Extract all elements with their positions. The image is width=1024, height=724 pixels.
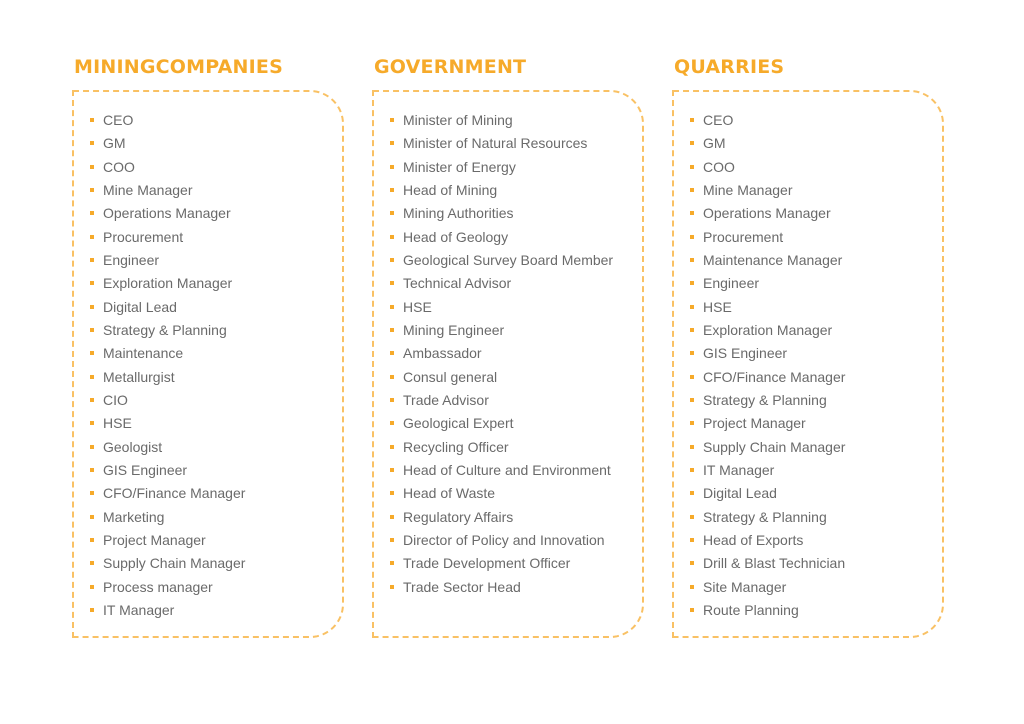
list-item-label: Operations Manager — [103, 205, 231, 222]
list-item — [690, 180, 845, 203]
square-bullet-icon — [690, 141, 694, 145]
list-item — [90, 110, 245, 133]
list-item — [690, 250, 845, 273]
square-bullet-icon — [390, 421, 394, 425]
list-item-label: Geological Survey Board Member — [403, 251, 614, 268]
square-bullet-icon — [690, 305, 694, 309]
list-item — [390, 297, 613, 320]
list-item-label: Exploration Manager — [103, 275, 233, 292]
list-item — [390, 437, 613, 460]
square-bullet-icon — [90, 211, 94, 215]
list-item — [390, 507, 613, 530]
square-bullet-icon — [690, 491, 694, 495]
list-item-label: Head of Exports — [703, 531, 804, 548]
list-item — [90, 600, 245, 623]
list-item — [690, 530, 845, 553]
list-item-label: Minister of Natural Resources — [403, 135, 588, 152]
square-bullet-icon — [90, 188, 94, 192]
square-bullet-icon — [390, 491, 394, 495]
list-item-label: Engineer — [703, 275, 760, 292]
column-title: GOVERNMENT — [374, 56, 527, 78]
square-bullet-icon — [90, 351, 94, 355]
square-bullet-icon — [390, 398, 394, 402]
square-bullet-icon — [690, 375, 694, 379]
list-item — [390, 530, 613, 553]
square-bullet-icon — [90, 585, 94, 589]
list-item-label: Head of Mining — [403, 181, 498, 198]
list-item-label: Minister of Mining — [403, 112, 513, 128]
list-item — [390, 413, 613, 436]
list-item-label: Minister of Energy — [403, 158, 516, 175]
square-bullet-icon — [90, 491, 94, 495]
square-bullet-icon — [390, 445, 394, 449]
list-item — [90, 367, 245, 390]
square-bullet-icon — [390, 141, 394, 145]
list-item — [90, 553, 245, 576]
list-item — [690, 133, 845, 156]
list-item — [390, 390, 613, 413]
list-item-label: Procurement — [703, 228, 784, 245]
list-item — [90, 157, 245, 180]
list-item-label: Site Manager — [703, 578, 787, 595]
square-bullet-icon — [690, 468, 694, 472]
list-item-label: Process manager — [103, 578, 213, 595]
list-item — [90, 250, 245, 273]
list-item — [90, 577, 245, 600]
list-item-label: Mining Engineer — [403, 321, 505, 338]
square-bullet-icon — [690, 538, 694, 542]
square-bullet-icon — [690, 258, 694, 262]
list-item — [390, 320, 613, 343]
list-item-label: HSE — [403, 298, 432, 315]
list-item — [90, 530, 245, 553]
list-item-label: Supply Chain Manager — [103, 555, 246, 572]
square-bullet-icon — [390, 328, 394, 332]
square-bullet-icon — [90, 398, 94, 402]
list-item-label: HSE — [703, 298, 732, 315]
list-item — [690, 367, 845, 390]
list-item — [690, 553, 845, 576]
list-item-label: Geological Expert — [403, 415, 514, 432]
list-item-label: Strategy & Planning — [703, 508, 827, 525]
list-item — [690, 227, 845, 250]
list-item — [690, 297, 845, 320]
list-item — [390, 460, 613, 483]
list-item — [690, 483, 845, 506]
list-item-label: Mine Manager — [703, 181, 793, 198]
list-item-label: COO — [703, 158, 735, 175]
list-item-label: Head of Geology — [403, 228, 509, 245]
list-item — [90, 437, 245, 460]
list-item-label: Drill & Blast Technician — [703, 555, 846, 572]
list-item-label: Ambassador — [403, 345, 482, 362]
square-bullet-icon — [390, 235, 394, 239]
list-item — [690, 320, 845, 343]
list-item — [390, 110, 613, 133]
list-item — [90, 273, 245, 296]
list-item-label: Maintenance — [103, 345, 184, 362]
list-item-label: Marketing — [103, 508, 165, 525]
square-bullet-icon — [390, 165, 394, 169]
square-bullet-icon — [390, 561, 394, 565]
list-item — [90, 180, 245, 203]
list-item — [690, 110, 845, 133]
list-item-label: Digital Lead — [703, 485, 777, 502]
square-bullet-icon — [390, 538, 394, 542]
square-bullet-icon — [90, 538, 94, 542]
list-item — [690, 413, 845, 436]
role-list — [390, 110, 613, 600]
square-bullet-icon — [90, 608, 94, 612]
list-item-label: GIS Engineer — [703, 345, 788, 362]
square-bullet-icon — [690, 421, 694, 425]
square-bullet-icon — [690, 211, 694, 215]
square-bullet-icon — [90, 118, 94, 122]
column-title: MININGCOMPANIES — [74, 56, 283, 78]
list-item-label: Head of Waste — [403, 485, 496, 502]
square-bullet-icon — [90, 305, 94, 309]
list-item — [390, 483, 613, 506]
list-item — [90, 507, 245, 530]
square-bullet-icon — [90, 258, 94, 262]
square-bullet-icon — [690, 608, 694, 612]
list-item — [390, 133, 613, 156]
square-bullet-icon — [90, 375, 94, 379]
column-title: QUARRIES — [674, 56, 785, 78]
list-item-label: Strategy & Planning — [703, 391, 827, 408]
list-item — [390, 273, 613, 296]
list-item — [90, 483, 245, 506]
list-item-label: Head of Culture and Environment — [403, 461, 611, 478]
list-item-label: IT Manager — [103, 601, 175, 618]
list-item — [90, 343, 245, 366]
list-item-label: Procurement — [103, 228, 184, 245]
square-bullet-icon — [90, 165, 94, 169]
list-item-label: Trade Sector Head — [403, 578, 521, 595]
list-item — [690, 390, 845, 413]
list-item-label: CFO/Finance Manager — [103, 485, 246, 502]
list-item — [390, 553, 613, 576]
list-item-label: CIO — [103, 391, 128, 408]
square-bullet-icon — [390, 468, 394, 472]
list-item — [90, 320, 245, 343]
list-item-label: Operations Manager — [703, 205, 831, 222]
role-list — [690, 110, 845, 623]
square-bullet-icon — [390, 585, 394, 589]
square-bullet-icon — [690, 328, 694, 332]
square-bullet-icon — [690, 165, 694, 169]
role-list — [90, 110, 245, 623]
square-bullet-icon — [690, 188, 694, 192]
square-bullet-icon — [90, 235, 94, 239]
list-item-label: Maintenance Manager — [703, 251, 843, 268]
list-item — [390, 367, 613, 390]
list-item-label: Engineer — [103, 251, 160, 268]
list-item — [390, 203, 613, 226]
list-item — [90, 390, 245, 413]
list-item-label: Recycling Officer — [403, 438, 509, 455]
square-bullet-icon — [690, 561, 694, 565]
list-item-label: Route Planning — [703, 601, 799, 618]
square-bullet-icon — [390, 305, 394, 309]
square-bullet-icon — [690, 281, 694, 285]
list-item — [390, 180, 613, 203]
list-item — [90, 133, 245, 156]
list-item-label: GIS Engineer — [103, 461, 188, 478]
list-item-label: Supply Chain Manager — [703, 438, 846, 455]
list-item-label: COO — [103, 158, 135, 175]
list-item-label: Project Manager — [103, 531, 206, 548]
list-item-label: Director of Policy and Innovation — [403, 531, 605, 548]
square-bullet-icon — [390, 281, 394, 285]
square-bullet-icon — [390, 118, 394, 122]
list-item-label: HSE — [103, 415, 132, 432]
square-bullet-icon — [90, 468, 94, 472]
list-item-label: Digital Lead — [103, 298, 177, 315]
list-item — [690, 577, 845, 600]
list-item — [90, 227, 245, 250]
list-item — [690, 437, 845, 460]
square-bullet-icon — [390, 351, 394, 355]
list-item-label: Regulatory Affairs — [403, 508, 514, 525]
list-item — [390, 250, 613, 273]
list-item-label: Metallurgist — [103, 368, 175, 385]
list-item — [390, 157, 613, 180]
square-bullet-icon — [690, 118, 694, 122]
list-item-label: Strategy & Planning — [103, 321, 227, 338]
list-item-label: Project Manager — [703, 415, 806, 432]
square-bullet-icon — [90, 281, 94, 285]
list-item-label: Trade Development Officer — [403, 555, 571, 572]
square-bullet-icon — [690, 445, 694, 449]
square-bullet-icon — [390, 258, 394, 262]
list-item — [90, 460, 245, 483]
list-item-label: Consul general — [403, 368, 498, 385]
list-item-label: Exploration Manager — [703, 321, 833, 338]
list-item — [90, 297, 245, 320]
list-item — [90, 203, 245, 226]
list-item-label: CEO — [103, 112, 134, 128]
list-item — [390, 343, 613, 366]
square-bullet-icon — [690, 235, 694, 239]
list-item — [690, 460, 845, 483]
list-item-label: CFO/Finance Manager — [703, 368, 846, 385]
square-bullet-icon — [90, 421, 94, 425]
list-item-label: IT Manager — [703, 461, 775, 478]
list-item — [390, 577, 613, 600]
square-bullet-icon — [90, 445, 94, 449]
list-item — [690, 600, 845, 623]
list-item — [690, 273, 845, 296]
square-bullet-icon — [90, 141, 94, 145]
square-bullet-icon — [90, 328, 94, 332]
square-bullet-icon — [90, 515, 94, 519]
list-item — [390, 227, 613, 250]
list-item-label: Mining Authorities — [403, 205, 514, 222]
square-bullet-icon — [90, 561, 94, 565]
list-item-label: CEO — [703, 112, 734, 128]
list-item — [690, 507, 845, 530]
square-bullet-icon — [690, 515, 694, 519]
list-item-label: GM — [703, 135, 726, 152]
square-bullet-icon — [390, 188, 394, 192]
list-item — [690, 343, 845, 366]
list-item-label: GM — [103, 135, 126, 152]
square-bullet-icon — [390, 375, 394, 379]
list-item — [90, 413, 245, 436]
list-item-label: Technical Advisor — [403, 275, 512, 292]
list-item-label: Mine Manager — [103, 181, 193, 198]
list-item — [690, 157, 845, 180]
list-item-label: Trade Advisor — [403, 391, 489, 408]
list-item-label: Geologist — [103, 438, 163, 455]
list-item — [690, 203, 845, 226]
square-bullet-icon — [390, 515, 394, 519]
square-bullet-icon — [690, 585, 694, 589]
square-bullet-icon — [390, 211, 394, 215]
square-bullet-icon — [690, 398, 694, 402]
square-bullet-icon — [690, 351, 694, 355]
